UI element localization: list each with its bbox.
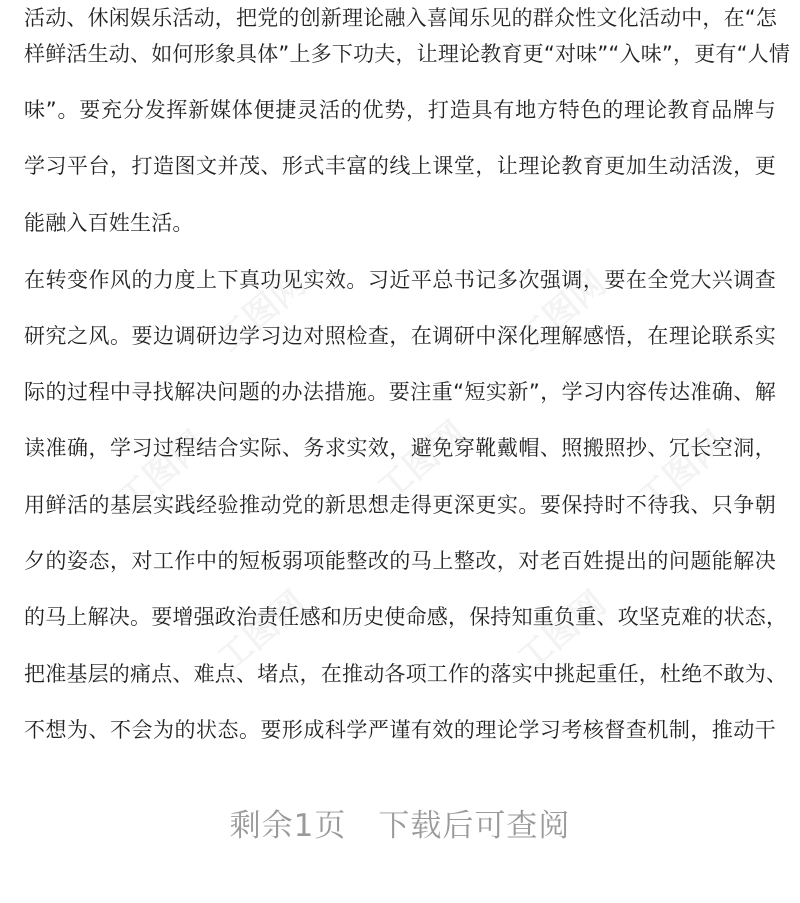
text-line: 样鲜活生动、如何形象具体”上多下功夫，让理论教育更“对味”“入味”，更有“人情 bbox=[24, 42, 791, 66]
text-line: 的马上解决。要增强政治责任感和历史使命感，保持知重负重、攻坚克难的状态， bbox=[24, 605, 788, 629]
text-line: 研究之风。要边调研边学习边对照检查，在调研中深化理解感悟，在理论联系实 bbox=[24, 324, 776, 348]
watermark: 工图网 bbox=[509, 263, 614, 360]
text-line: 不想为、不会为的状态。要形成科学严谨有效的理论学习考核督查机制，推动干 bbox=[24, 718, 776, 742]
text-line: 在转变作风的力度上下真功见实效。习近平总书记多次强调，要在全党大兴调查 bbox=[24, 268, 776, 292]
download-more-prompt[interactable]: 剩余1页 下载后可查阅 bbox=[229, 808, 571, 844]
text-line: 用鲜活的基层实践经验推动党的新思想走得更深更实。要保持时不待我、只争朝 bbox=[24, 493, 776, 517]
text-line: 能融入百姓生活。 bbox=[24, 211, 194, 235]
watermark: 工图网 bbox=[209, 263, 314, 360]
text-line: 学习平台，打造图文并茂、形式丰富的线上课堂，让理论教育更加生动活泼，更 bbox=[24, 154, 776, 178]
watermark: 工图网 bbox=[509, 583, 614, 680]
watermark: 工图网 bbox=[629, 423, 734, 520]
text-line: 味”。要充分发挥新媒体便捷灵活的优势，打造具有地方特色的理论教育品牌与 bbox=[24, 98, 776, 122]
text-line: 把准基层的痛点、难点、堵点，在推动各项工作的落实中挑起重任，杜绝不敢为、 bbox=[24, 662, 788, 686]
text-line: 活动、休闲娱乐活动，把党的创新理论融入喜闻乐见的群众性文化活动中，在“怎 bbox=[24, 6, 778, 30]
watermark: 工图网 bbox=[209, 583, 314, 680]
watermark: 工图网 bbox=[369, 413, 474, 510]
text-line: 读准确，学习过程结合实际、务求实效，避免穿靴戴帽、照搬照抄、冗长空洞， bbox=[24, 436, 776, 460]
text-line: 际的过程中寻找解决问题的办法措施。要注重“短实新”，学习内容传达准确、解 bbox=[24, 380, 776, 404]
watermark: 工图网 bbox=[109, 423, 214, 520]
text-line: 夕的姿态，对工作中的短板弱项能整改的马上整改，对老百姓提出的问题能解决 bbox=[24, 549, 776, 573]
